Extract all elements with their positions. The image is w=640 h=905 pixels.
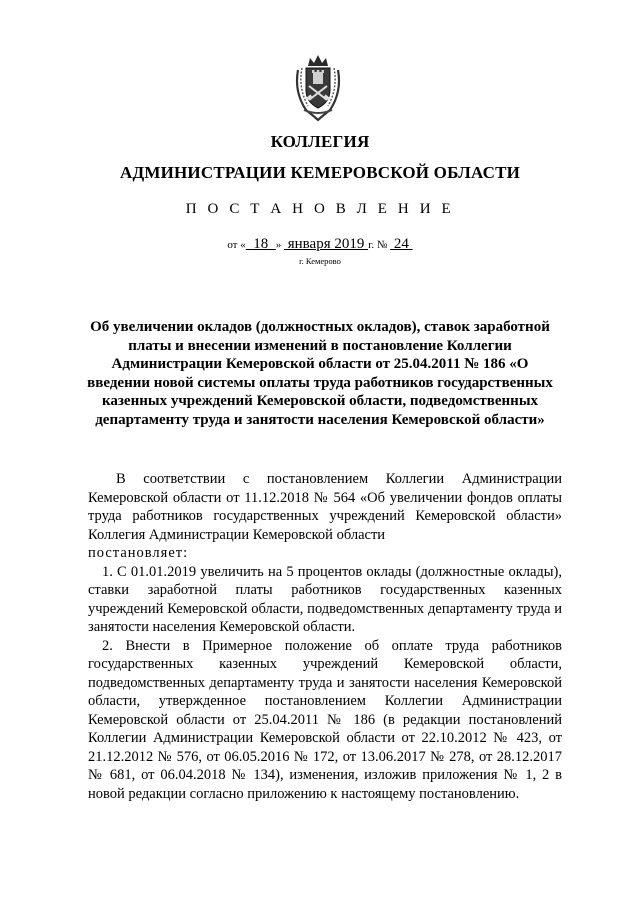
number-label: № xyxy=(376,239,388,251)
document-body xyxy=(88,470,562,803)
date-mid: » xyxy=(275,239,282,251)
document-type: П О С Т А Н О В Л Е Н И Е xyxy=(185,201,455,217)
item-2-paragraph: 2. Внести в Примерное положение об оплате труда работников государственных казенных учреждений Кемеровской области, подведомственных департаменту труда и занятости населения Кемеровской области, утвержденное постановлением Коллегии Администрации Кемеровской области от 25.04.2011 № 186 (в редакции постановлений Коллегии Администрации Кемеровской области от 22.10.2012 № 423, от 21.12.2012 № 576, от 06.05.2016 № 172, от 13.06.2017 № 278, от 28.12.2017 № 681, от 06.04.2018 № 134), изменения, изложив приложения № 1, 2 в новой редакции согласно приложению к настоящему постановлению. xyxy=(88,637,562,802)
org-name-line2: АДМИНИСТРАЦИИ КЕМЕРОВСКОЙ ОБЛАСТИ xyxy=(119,163,521,182)
item-1-paragraph: 1. С 01.01.2019 увеличить на 5 процентов оклады (должностные оклады), ставки заработной платы работников государственных казенных учреждений Кемеровской области, подведомственных департаменту труда и занятости населения Кемеровской области. xyxy=(88,563,562,635)
city: г. Кемерово xyxy=(299,256,341,266)
resolves-paragraph: постановляет: xyxy=(88,545,189,561)
document-title: Об увеличении окладов (должностных окладов), ставок заработной платы и внесении изменений в постановление Коллегии Администрации Кемеровской области от 25.04.2011 № 186 «О введении новой системы оплаты труда работников государственных казенных учреждений Кемеровской области, подведомственных департаменту труда и занятости населения Кемеровской области» xyxy=(87,319,553,428)
document-number: 24 xyxy=(393,236,409,252)
date-month-year: января 2019 xyxy=(287,236,365,252)
kemerovo-coat-of-arms-icon xyxy=(286,52,350,122)
preamble-paragraph: В соответствии с постановлением Коллегии Администрации Кемеровской области от 11.12.2018 № 564 «Об увеличении фондов оплаты труда работников государственных учреждений Кемеровской области» Коллегия Администрации Кемеровской области xyxy=(88,471,562,543)
date-year-suffix: г. xyxy=(368,239,375,251)
org-name-line1: КОЛЛЕГИЯ xyxy=(270,132,370,151)
date-day: 18 xyxy=(253,236,269,252)
date-prefix: от « xyxy=(227,239,246,251)
date-line xyxy=(0,236,640,253)
